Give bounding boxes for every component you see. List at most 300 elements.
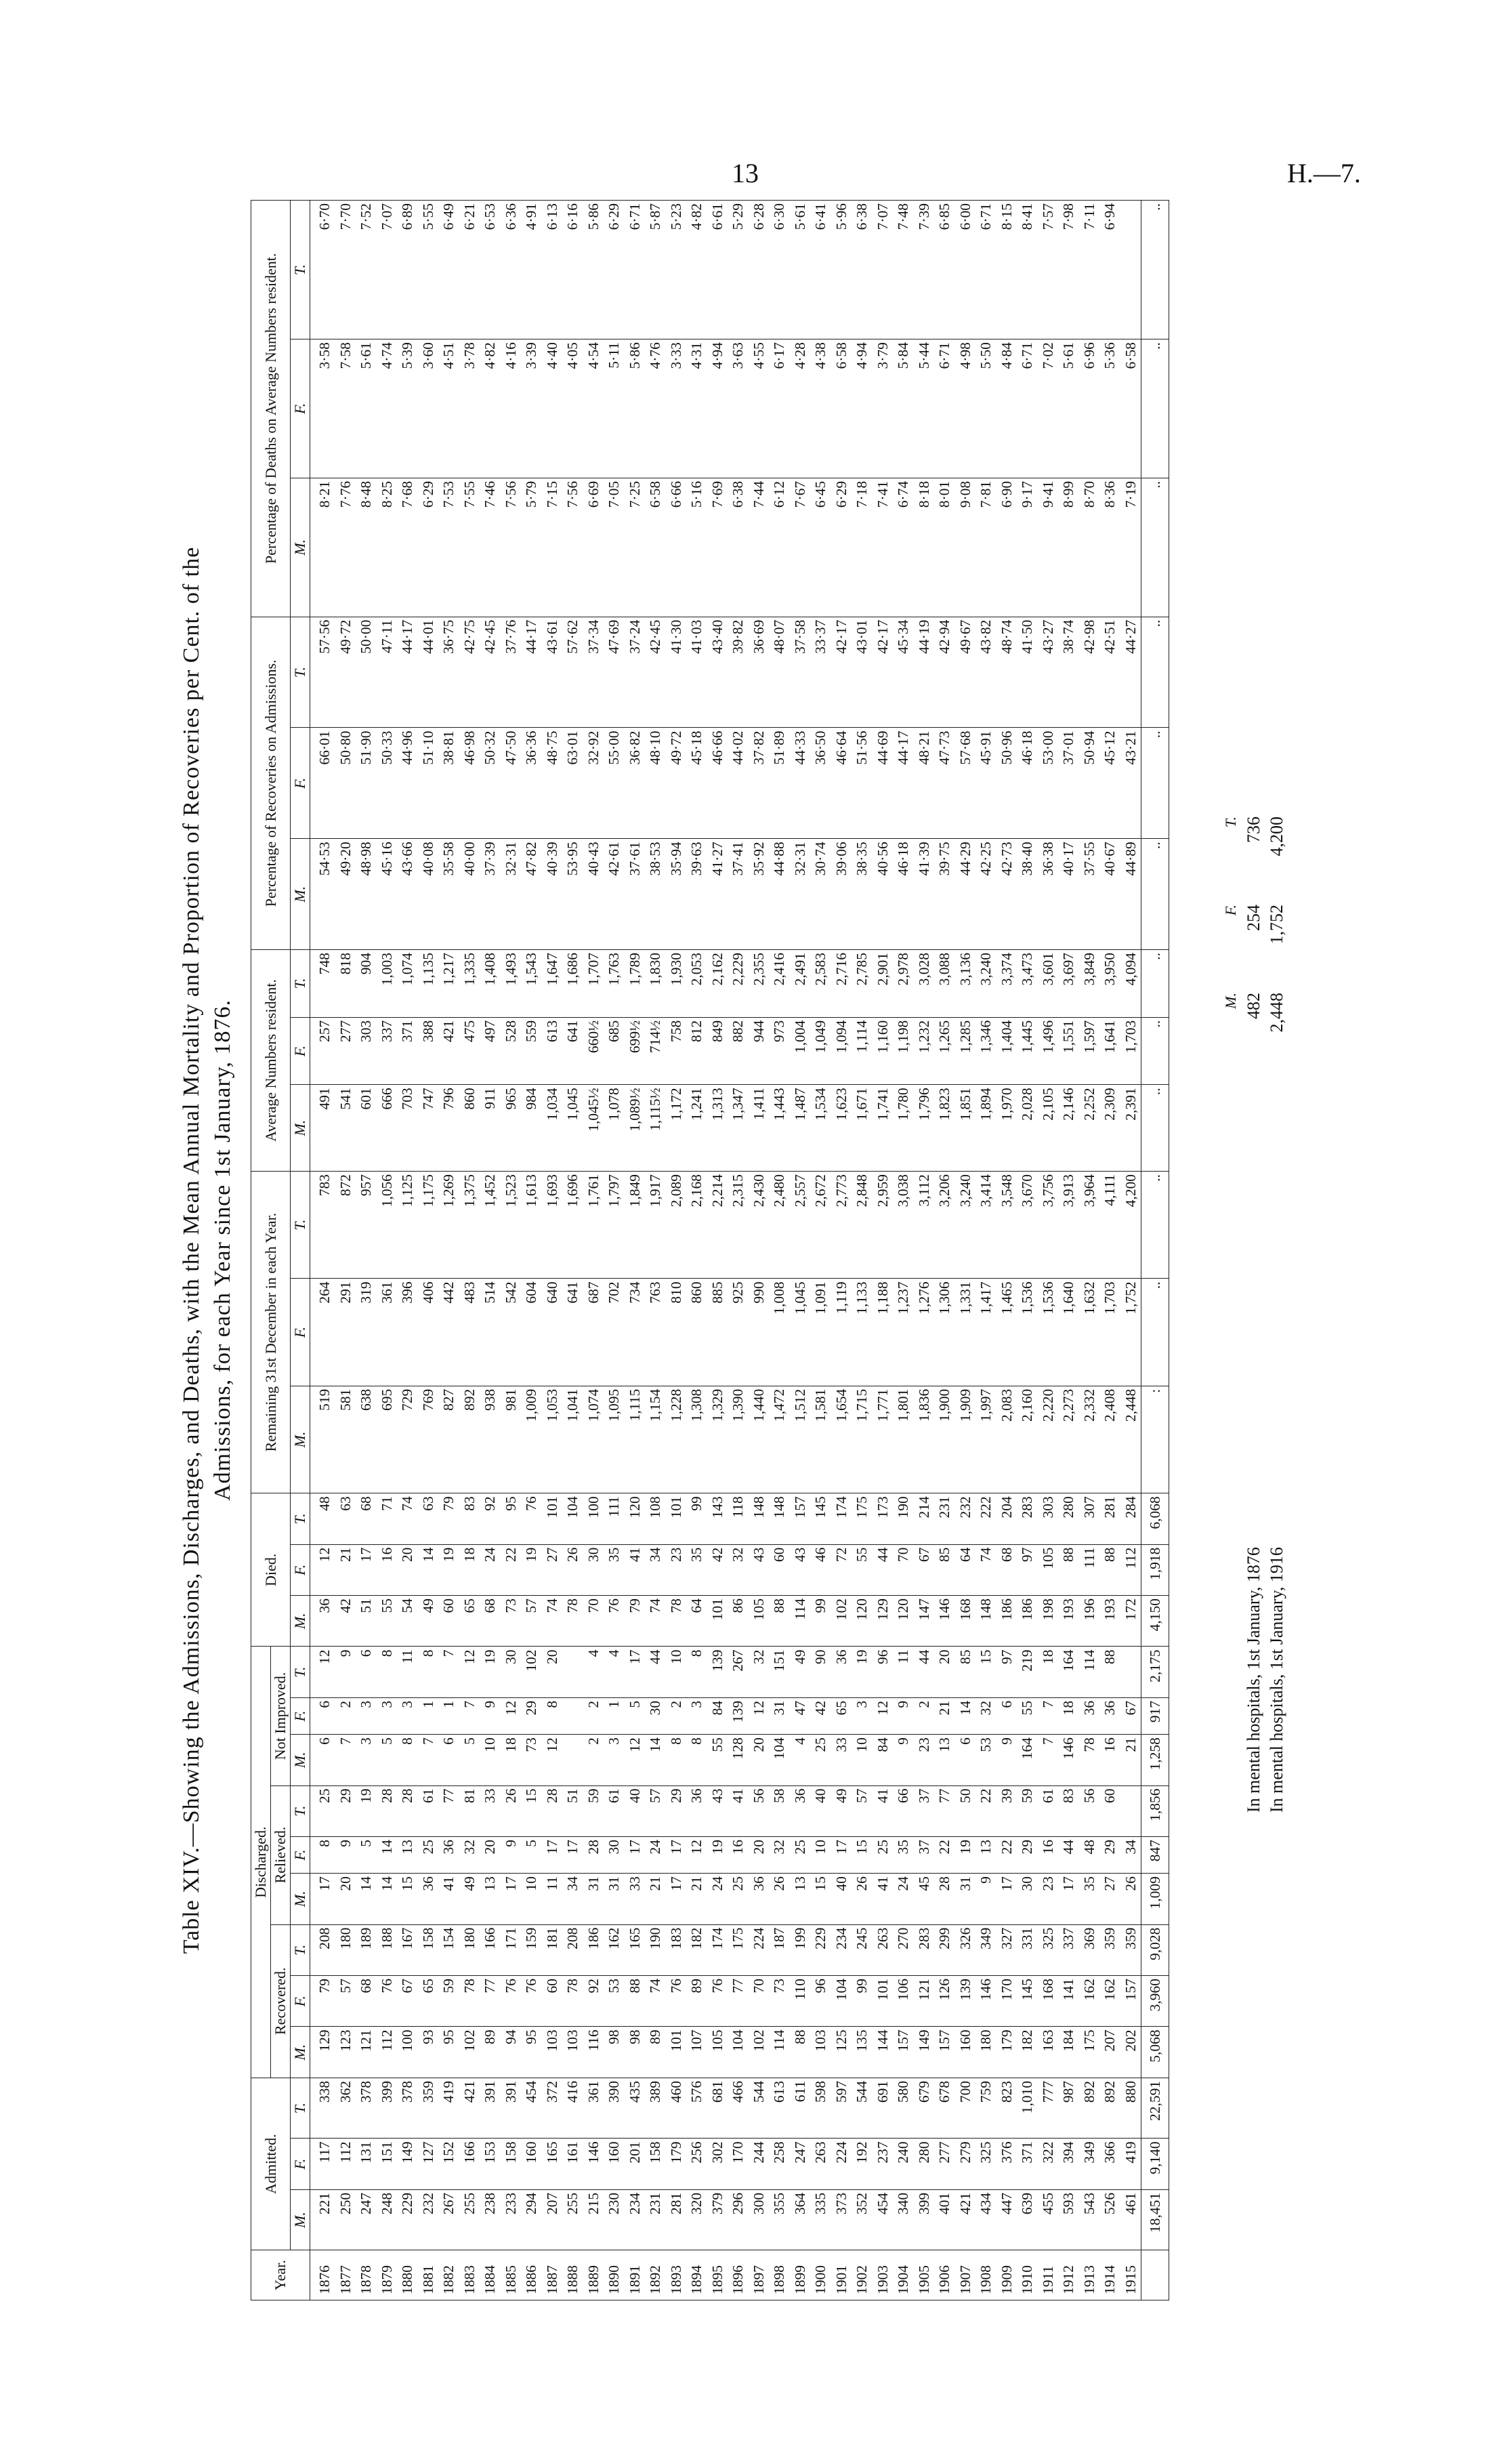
table-cell: 378 [397, 2078, 418, 2139]
table-cell: 299 [934, 1924, 955, 1975]
table-cell: 6·17 [769, 339, 790, 478]
table-cell: 42·61 [604, 839, 625, 950]
table-cell: 699½ [625, 1017, 646, 1085]
table-cell: 135 [852, 2027, 873, 2078]
table-row [790, 201, 811, 2300]
table-cell: 168 [955, 1596, 976, 1647]
year-cell: 1881 [418, 2250, 439, 2300]
note-label: In mental hospitals, 1st January, 1916 [1267, 1547, 1286, 1813]
total-cell: 4,150 [1141, 1596, 1169, 1647]
table-cell: 196 [1079, 1596, 1100, 1647]
table-cell: 41 [873, 1874, 894, 1924]
col-recovered: Recovered. [271, 1924, 291, 2078]
table-cell: 5 [521, 1836, 542, 1873]
table-cell: 388 [418, 1017, 439, 1085]
table-cell: 319 [356, 1279, 377, 1386]
table-cell: 681 [707, 2078, 728, 2139]
table-cell: 679 [914, 2078, 935, 2139]
unit-header-t: T. [291, 1647, 310, 1697]
table-cell: 51·89 [769, 728, 790, 839]
table-cell: 2,315 [728, 1171, 749, 1278]
table-cell: 3 [356, 1697, 377, 1734]
table-cell: 23 [914, 1735, 935, 1785]
table-cell: 233 [501, 2189, 522, 2250]
table-cell: 8 [397, 1735, 418, 1785]
table-row [562, 201, 583, 2300]
table-cell: 41 [438, 1874, 459, 1924]
table-row [934, 201, 955, 2300]
table-cell: 224 [831, 2139, 852, 2189]
table-cell: 280 [914, 2139, 935, 2189]
table-cell: 33 [480, 1785, 501, 1836]
table-cell: 16 [728, 1836, 749, 1873]
table-cell: 42·51 [1099, 617, 1120, 728]
table-cell: 8·36 [1099, 478, 1120, 617]
table-cell: 42 [810, 1697, 831, 1734]
table-cell: 514 [480, 1279, 501, 1386]
table-cell: 15 [521, 1785, 542, 1836]
table-cell: 45·18 [686, 728, 707, 839]
total-cell: 22,591 [1141, 2078, 1169, 2139]
table-cell: 37·55 [1079, 839, 1100, 950]
table-cell: 279 [955, 2139, 976, 2189]
table-cell: 7 [438, 1647, 459, 1697]
table-cell: 60 [438, 1596, 459, 1647]
table-cell: 48·75 [542, 728, 563, 839]
table-cell: 42·98 [1079, 617, 1100, 728]
table-cell: 103 [542, 2027, 563, 2078]
table-cell: 5·61 [1058, 339, 1079, 478]
table-cell: 1,056 [377, 1171, 398, 1278]
table-cell: 6·85 [934, 201, 955, 339]
table-cell: 207 [1099, 2027, 1120, 2078]
table-cell: 359 [1099, 1924, 1120, 1975]
year-cell: 1904 [893, 2250, 914, 2300]
table-cell: 168 [1038, 1976, 1059, 2027]
table-cell: 390 [604, 2078, 625, 2139]
table-cell: 182 [1017, 2027, 1038, 2078]
table-cell: 44·69 [873, 728, 894, 839]
table-cell: 2,672 [810, 1171, 831, 1278]
unit-header-t: T. [291, 1924, 310, 1975]
table-cell: 96 [810, 1976, 831, 2027]
table-cell: 1,034 [542, 1085, 563, 1172]
table-cell: 32 [728, 1544, 749, 1595]
table-cell: 892 [1099, 2078, 1120, 2139]
table-cell: 108 [645, 1493, 666, 1544]
table-cell: 10 [852, 1735, 873, 1785]
year-cell: 1879 [377, 2250, 398, 2300]
table-cell: 338 [310, 2078, 335, 2139]
table-cell: 47·73 [934, 728, 955, 839]
table-cell: 1,654 [831, 1386, 852, 1493]
unit-header-f: F. [291, 1544, 310, 1595]
year-cell: 1902 [852, 2250, 873, 2300]
year-cell: 1900 [810, 2250, 831, 2300]
table-cell: 112 [1120, 1544, 1141, 1595]
total-cell: 9,028 [1141, 1924, 1169, 1975]
table-cell: 369 [1079, 1924, 1100, 1975]
table-cell: 5·36 [1099, 339, 1120, 478]
year-cell: 1897 [749, 2250, 770, 2300]
table-cell: 371 [1017, 2139, 1038, 2189]
table-cell: 1,640 [1058, 1279, 1079, 1386]
table-cell: 46·64 [831, 728, 852, 839]
table-cell: 97 [1017, 1544, 1038, 1595]
table-cell: 50 [955, 1785, 976, 1836]
table-cell: 416 [562, 2078, 583, 2139]
table-cell: 366 [1099, 2139, 1120, 2189]
table-cell: 36 [438, 1836, 459, 1873]
table-cell: 613 [769, 2078, 790, 2139]
table-cell [1120, 1647, 1141, 1697]
table-cell: 104 [562, 1493, 583, 1544]
table-cell: 6·71 [975, 201, 996, 339]
table-cell: 232 [418, 2189, 439, 2250]
table-cell: 100 [397, 2027, 418, 2078]
table-cell: 186 [1017, 1596, 1038, 1647]
table-cell: 15 [975, 1647, 996, 1697]
table-cell: 258 [769, 2139, 790, 2189]
table-cell: 394 [1058, 2139, 1079, 2189]
table-cell: 1,160 [873, 1017, 894, 1085]
table-cell: 55 [377, 1596, 398, 1647]
table-cell: 78 [562, 1596, 583, 1647]
table-cell: 965 [501, 1085, 522, 1172]
table-cell: 3,964 [1079, 1171, 1100, 1278]
table-cell: 892 [1079, 2078, 1100, 2139]
unit-header-f: F. [291, 2139, 310, 2189]
table-cell: 3·63 [728, 339, 749, 478]
year-cell: 1908 [975, 2250, 996, 2300]
table-cell: 6·74 [893, 478, 914, 617]
table-cell: 164 [1058, 1647, 1079, 1697]
table-cell: 46·18 [893, 839, 914, 950]
table-cell: 1,095 [604, 1386, 625, 1493]
table-cell: 6·29 [831, 478, 852, 617]
table-cell: 593 [1058, 2189, 1079, 2250]
table-cell: 19 [356, 1785, 377, 1836]
table-cell: 78 [666, 1596, 687, 1647]
table-cell: 1,830 [645, 950, 666, 1018]
year-cell: 1882 [438, 2250, 459, 2300]
table-cell: 4,111 [1099, 1171, 1120, 1278]
table-cell: 100 [583, 1493, 604, 1544]
table-cell: 1 [418, 1697, 439, 1734]
table-cell: 43·21 [1120, 728, 1141, 839]
unit-header-t: T. [291, 201, 310, 339]
table-cell: 148 [769, 1493, 790, 1544]
table-cell: 2,901 [873, 950, 894, 1018]
caption-line-1: Table XIV.—Showing the Admissions, Discharges, and Deaths, with the Mean Annual Mortality and Proportion of Recoveries per Cent. of the [179, 546, 204, 1954]
table-cell: 5·86 [625, 339, 646, 478]
table-cell: 1,217 [438, 950, 459, 1018]
table-cell: 26 [1120, 1874, 1141, 1924]
table-cell: 526 [1099, 2189, 1120, 2250]
table-cell: 8 [686, 1735, 707, 1785]
table-cell: 35 [1079, 1874, 1100, 1924]
table-cell: 542 [501, 1279, 522, 1386]
table-cell: 90 [810, 1647, 831, 1697]
table-cell: 1,780 [893, 1085, 914, 1172]
table-cell: 391 [480, 2078, 501, 2139]
table-cell: 43 [707, 1785, 728, 1836]
table-cell: 783 [310, 1171, 335, 1278]
table-row [1017, 201, 1038, 2300]
table-cell: 13 [934, 1735, 955, 1785]
table-row [335, 201, 356, 2300]
table-cell: 231 [645, 2189, 666, 2250]
table-cell: 74 [975, 1544, 996, 1595]
table-cell: 234 [625, 2189, 646, 2250]
total-cell: 9,140 [1141, 2139, 1169, 2189]
table-cell: 59 [1017, 1785, 1038, 1836]
table-cell: 20 [542, 1647, 563, 1697]
table-cell: 687 [583, 1279, 604, 1386]
table-cell: 1,536 [1017, 1279, 1038, 1386]
table-cell: 66 [893, 1785, 914, 1836]
table-cell: 7·18 [852, 478, 873, 617]
unit-header-m: M. [291, 1386, 310, 1493]
table-cell: 8·18 [914, 478, 935, 617]
table-cell: 2,773 [831, 1171, 852, 1278]
table-cell: 1,849 [625, 1171, 646, 1278]
table-cell: 335 [810, 2189, 831, 2250]
table-cell: 1,851 [955, 1085, 976, 1172]
table-cell: 37·76 [501, 617, 522, 728]
table-cell: 50·80 [335, 728, 356, 839]
table-cell: 6·00 [955, 201, 976, 339]
table-cell: 48·10 [645, 728, 666, 839]
table-cell: 2,416 [769, 950, 790, 1018]
table-cell: 20 [335, 1874, 356, 1924]
table-cell: 61 [1038, 1785, 1059, 1836]
table-cell: 361 [377, 1279, 398, 1386]
table-cell: 1,053 [542, 1386, 563, 1493]
year-cell: 1915 [1120, 2250, 1141, 2300]
table-cell: 95 [501, 1493, 522, 1544]
table-cell: 6 [356, 1647, 377, 1697]
notes-head-f: F. [1222, 905, 1239, 916]
table-cell: 6·69 [583, 478, 604, 617]
unit-header-m: M. [291, 2027, 310, 2078]
table-cell: 1 [604, 1697, 625, 1734]
table-cell: 154 [438, 1924, 459, 1975]
table-cell: 7·02 [1038, 339, 1059, 478]
year-cell: 1880 [397, 2250, 418, 2300]
table-cell: 167 [397, 1924, 418, 1975]
table-cell: 5·55 [418, 201, 439, 339]
table-cell: 3,240 [975, 950, 996, 1018]
table-cell: 1,836 [914, 1386, 935, 1493]
table-cell: 303 [1038, 1493, 1059, 1544]
table-cell: 22 [996, 1836, 1017, 1873]
table-cell: 1,443 [769, 1085, 790, 1172]
table-cell: 30 [501, 1647, 522, 1697]
table-cell: 94 [501, 2027, 522, 2078]
table-cell: 7·56 [562, 478, 583, 617]
table-cell: 1,900 [934, 1386, 955, 1493]
table-cell: 7·98 [1058, 201, 1079, 339]
table-cell: 263 [873, 1924, 894, 1975]
table-cell: 103 [562, 2027, 583, 2078]
table-cell: 30 [1017, 1874, 1038, 1924]
table-cell: 5 [377, 1735, 398, 1785]
table-cell: 229 [397, 2189, 418, 2250]
table-cell: 1,276 [914, 1279, 935, 1386]
table-cell: 31 [604, 1874, 625, 1924]
table-cell: 214 [914, 1493, 935, 1544]
table-cell: 49·72 [666, 728, 687, 839]
table-cell: 44 [645, 1647, 666, 1697]
table-cell: 79 [310, 1976, 335, 2027]
table-cell: 483 [459, 1279, 480, 1386]
table-cell: 248 [377, 2189, 398, 2250]
table-cell: 6 [310, 1697, 335, 1734]
table-cell: 17 [356, 1544, 377, 1595]
table-cell: 6·58 [645, 478, 666, 617]
table-cell: 139 [728, 1697, 749, 1734]
table-cell: 25 [728, 1874, 749, 1924]
table-cell: 4 [604, 1647, 625, 1697]
note-t: 736 [1244, 817, 1263, 843]
table-cell: 7·76 [335, 478, 356, 617]
year-cell: 1892 [645, 2250, 666, 2300]
table-cell: 190 [893, 1493, 914, 1544]
table-cell: 44·96 [397, 728, 418, 839]
table-cell: 46·98 [459, 728, 480, 839]
table-cell: 747 [418, 1085, 439, 1172]
table-cell: 51·56 [852, 728, 873, 839]
table-cell: 3 [604, 1735, 625, 1785]
table-cell: 1,335 [459, 950, 480, 1018]
table-cell: 64 [955, 1544, 976, 1595]
table-cell: 68 [356, 1976, 377, 2027]
table-cell: 1,175 [418, 1171, 439, 1278]
table-cell: 63 [335, 1493, 356, 1544]
table-cell: 9 [975, 1874, 996, 1924]
table-cell: 1,041 [562, 1386, 583, 1493]
table-cell: 2,583 [810, 950, 831, 1018]
col-relieved: Relieved. [271, 1785, 291, 1924]
table-cell: 28 [934, 1874, 955, 1924]
year-cell: 1910 [1017, 2250, 1038, 2300]
table-cell: 160 [955, 2027, 976, 2078]
table-cell: 104 [728, 2027, 749, 2078]
table-cell: 1,078 [604, 1085, 625, 1172]
table-cell: 2,146 [1058, 1085, 1079, 1172]
table-cell: 307 [1079, 1493, 1100, 1544]
table-cell: 49 [790, 1647, 811, 1697]
table-cell: 44·19 [914, 617, 935, 728]
table-cell: 1,641 [1099, 1017, 1120, 1085]
table-cell: 331 [1017, 1924, 1038, 1975]
table-cell: 44·17 [521, 617, 542, 728]
table-cell: 158 [501, 2139, 522, 2189]
table-cell: 36 [418, 1874, 439, 1924]
table-cell: 165 [625, 1924, 646, 1975]
table-cell: 2 [583, 1735, 604, 1785]
table-cell [562, 1647, 583, 1697]
table-cell: 19 [955, 1836, 976, 1873]
table-cell: 48 [310, 1493, 335, 1544]
table-cell: 41 [873, 1785, 894, 1836]
table-cell: 186 [583, 1924, 604, 1975]
table-cell: 337 [1058, 1924, 1079, 1975]
table-cell: 434 [975, 2189, 996, 2250]
total-cell: .. [1141, 950, 1169, 1018]
table-cell: 322 [1038, 2139, 1059, 2189]
table-cell: 148 [749, 1493, 770, 1544]
table-cell: 179 [996, 2027, 1017, 2078]
table-cell: 60 [542, 1976, 563, 2027]
table-cell: 267 [438, 2189, 459, 2250]
table-cell: 40·39 [542, 839, 563, 950]
table-cell: 1,632 [1079, 1279, 1100, 1386]
table-cell: 15 [397, 1874, 418, 1924]
table-cell: 202 [1120, 2027, 1141, 2078]
table-cell: 89 [645, 2027, 666, 2078]
table-cell: 7·15 [542, 478, 563, 617]
unit-header-t: T. [291, 1785, 310, 1836]
table-row [645, 201, 666, 2300]
unit-header-t: T. [291, 1493, 310, 1544]
table-row [873, 201, 894, 2300]
table-cell: 28 [583, 1836, 604, 1873]
table-row [1079, 201, 1100, 2300]
table-cell: 208 [310, 1924, 335, 1975]
table-cell: 28 [542, 1785, 563, 1836]
table-cell: 9 [893, 1697, 914, 1734]
table-cell: 179 [666, 2139, 687, 2189]
table-cell: 41·50 [1017, 617, 1038, 728]
table-cell: 3,601 [1038, 950, 1059, 1018]
table-cell: 10 [521, 1874, 542, 1924]
table-cell: 2,105 [1038, 1085, 1059, 1172]
table-row [1038, 201, 1059, 2300]
table-cell: 17 [625, 1647, 646, 1697]
table-cell: 180 [335, 1924, 356, 1975]
table-cell: 41·27 [707, 839, 728, 950]
table-cell: 88 [625, 1976, 646, 2027]
table-cell: 120 [625, 1493, 646, 1544]
table-cell: 86 [728, 1596, 749, 1647]
unit-header-m: M. [291, 1874, 310, 1924]
table-cell: 4·98 [955, 339, 976, 478]
table-cell: 7·56 [501, 478, 522, 617]
table-cell: 1,417 [975, 1279, 996, 1386]
table-cell: 2,160 [1017, 1386, 1038, 1493]
table-cell: 1,909 [955, 1386, 976, 1493]
table-cell: 291 [335, 1279, 356, 1386]
unit-header-t: T. [291, 617, 310, 728]
table-cell: 88 [769, 1596, 790, 1647]
table-cell: 19 [521, 1544, 542, 1595]
table-cell: 157 [790, 1493, 811, 1544]
table-row [975, 201, 996, 2300]
table-cell: 7·05 [604, 478, 625, 617]
table-cell: 93 [418, 2027, 439, 2078]
table-cell: 146 [975, 1976, 996, 2027]
table-cell: 141 [1058, 1976, 1079, 2027]
table-cell: 36 [790, 1785, 811, 1836]
table-cell: 46·66 [707, 728, 728, 839]
table-cell: 1,269 [438, 1171, 459, 1278]
table-cell: 379 [707, 2189, 728, 2250]
table-cell: 372 [542, 2078, 563, 2139]
year-cell: 1912 [1058, 2250, 1079, 2300]
year-cell: 1888 [562, 2250, 583, 2300]
